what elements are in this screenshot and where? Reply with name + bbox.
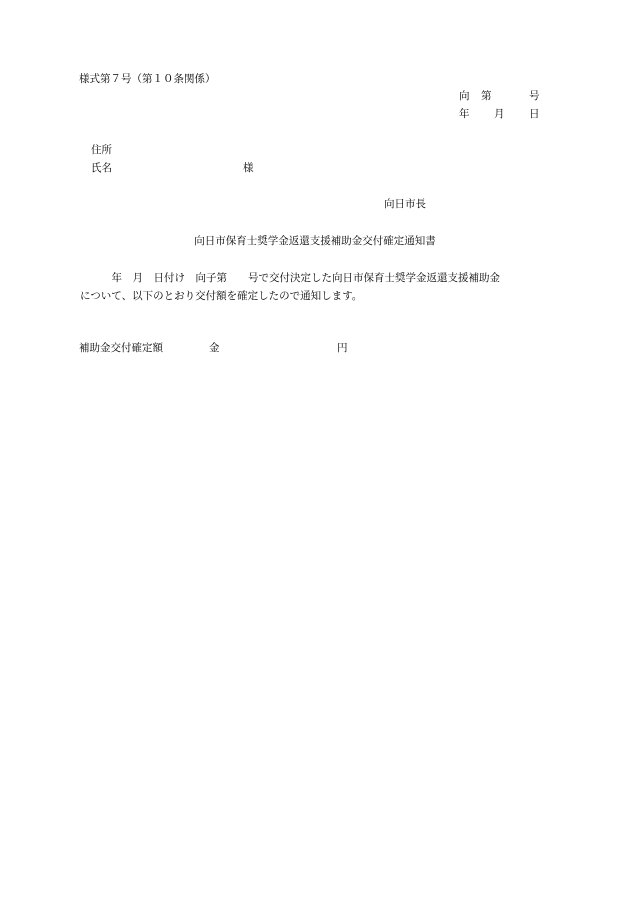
address-label: 住所	[91, 144, 112, 156]
document-title: 向日市保育士奨学金返還支援補助金交付確定通知書	[194, 235, 436, 247]
date-month: 月	[494, 108, 505, 120]
body-line-1: 年 月 日付け 向子第 号で交付決定した向日市保育士奨学金返還支援補助金	[80, 272, 500, 284]
ref-prefix: 向	[459, 90, 470, 102]
form-number: 様式第７号（第１０条関係）	[79, 73, 216, 85]
amount-label: 補助金交付確定額	[79, 342, 163, 354]
date-day: 日	[529, 108, 540, 120]
reference-number-row	[457, 90, 547, 108]
ref-go: 号	[529, 90, 540, 102]
body-paragraph	[80, 269, 550, 305]
honorific: 様	[243, 162, 254, 174]
date-year: 年	[459, 108, 470, 120]
date-row	[457, 108, 547, 126]
header-right-block	[457, 90, 547, 126]
amount-yen: 円	[337, 342, 348, 354]
ref-dai: 第	[481, 90, 492, 102]
name-label: 氏名	[91, 162, 112, 174]
body-line-2: について、以下のとおり交付額を確定したので通知します。	[80, 290, 363, 302]
amount-kin: 金	[209, 342, 220, 354]
mayor-title: 向日市長	[384, 198, 426, 210]
